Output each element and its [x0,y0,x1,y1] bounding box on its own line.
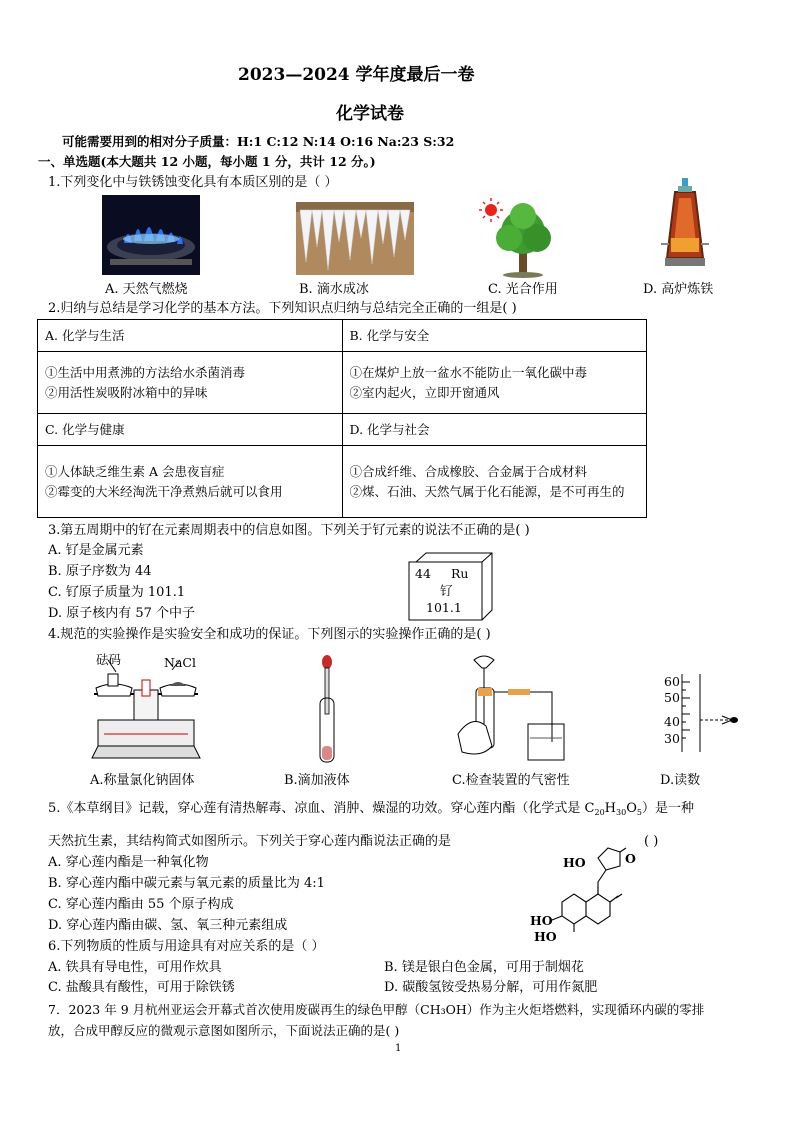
gas-flame-image [102,195,200,275]
question-1-stem: 1.下列变化中与铁锈蚀变化具有本质区别的是（ ） [48,175,338,190]
cell-head-a: A. 化学与生活 [38,320,343,352]
element-number: 44 [415,566,431,581]
cell-body-d: ①合成纤维、合成橡胶、合金属于合成材料 ②煤、石油、天然气属于化石能源，是不可再生的 [342,446,647,518]
struct-ho-top: HO [563,855,586,870]
exam-title: 2023—2024 学年度最后一卷 [238,65,475,85]
question-7-line2: 放，合成甲醇反应的微观示意图如图所示，下面说法正确的是( ) [48,1023,400,1038]
scale-30: 30 [664,731,680,746]
nacl-label: NaCl [164,655,196,670]
q3-option-c: C. 钌原子质量为 101.1 [48,585,186,600]
q4-option-b: B.滴加液体 [284,773,350,788]
struct-ho-bottom: HO [534,929,557,944]
q1-option-a: A. 天然气燃烧 [105,282,188,297]
struct-o: O [625,851,636,866]
q1-option-d: D. 高炉炼铁 [643,282,714,297]
cell-head-c: C. 化学与健康 [38,414,343,446]
question-5-stem-line1: 5.《本草纲目》记载，穿心莲有清热解毒、凉血、消肿、燥湿的功效。穿心莲内酯（化学式是 $C_{20}H_{30}O_5$）是一种 [48,801,694,817]
q6-option-d: D. 碳酸氢铵受热易分解，可用作氮肥 [384,980,598,995]
q5-answer-paren: ( ) [644,834,659,849]
question-4-stem: 4.规范的实验操作是实验安全和成功的保证。下列图示的实验操作正确的是( ) [48,627,491,642]
cell-head-d: D. 化学与社会 [342,414,647,446]
relative-masses: 可能需要用到的相对分子质量：H:1 C:12 N:14 O:16 Na:23 S:32 [62,134,455,149]
q4-option-a: A.称量氯化钠固体 [90,773,195,788]
q5-option-a: A. 穿心莲内酯是一种氧化物 [48,855,209,870]
photosynthesis-tree-image [477,196,565,278]
q6-option-b: B. 镁是银白色金属，可用于制烟花 [384,960,584,975]
icicles-image [296,202,414,275]
cell-body-a: ①生活中用煮沸的方法给水杀菌消毒 ②用活性炭吸附冰箱中的异味 [38,352,343,414]
q3-option-b: B. 原子序数为 44 [48,564,152,579]
scale-50: 50 [664,690,680,705]
question-7-line1: 7．2023 年 9 月杭州亚运会开幕式首次使用废碳再生的绿色甲醇（CH₃OH）作为主火炬塔燃料，实现循环内碳的零排 [48,1002,705,1017]
struct-ho-mid: HO [530,913,553,928]
question-5-stem-line2: 天然抗生素，其结构简式如图所示。下列关于穿心莲内酯说法正确的是 [48,834,452,849]
cell-body-c: ①人体缺乏维生素 A 会患夜盲症 ②霉变的大米经淘洗干净煮熟后就可以食用 [38,446,343,518]
q1-option-c: C. 光合作用 [488,282,558,297]
dropper-diagram [312,654,342,766]
q1-option-b: B. 滴水成冰 [299,282,369,297]
q5-option-d: D. 穿心莲内酯由碳、氢、氧三种元素组成 [48,918,288,933]
q6-option-c: C. 盐酸具有酸性，可用于除铁锈 [48,980,235,995]
question-3-stem: 3.第五周期中的钌在元素周期表中的信息如图。下列关于钌元素的说法不正确的是( ) [48,523,530,538]
weights-label: 砝码 [96,652,122,667]
element-mass: 101.1 [426,600,462,615]
scale-40: 40 [664,714,680,729]
airtightness-check-diagram [452,654,570,766]
question-2-stem: 2.归纳与总结是学习化学的基本方法。下列知识点归纳与总结完全正确的一组是( ) [48,301,517,316]
question-6-stem: 6.下列物质的性质与用途具有对应关系的是（ ） [48,939,325,954]
cell-body-b: ①在煤炉上放一盆水不能防止一氧化碳中毒 ②室内起火，立即开窗通风 [342,352,647,414]
q4-option-d: D.读数 [660,773,701,788]
q3-option-d: D. 原子核内有 57 个中子 [48,606,196,621]
q4-option-c: C.检查装置的气密性 [452,773,570,788]
scale-60: 60 [664,674,680,689]
q3-option-a: A. 钌是金属元素 [48,543,144,558]
cell-head-b: B. 化学与安全 [342,320,647,352]
element-name: 钌 [440,583,453,598]
element-symbol: Ru [451,566,469,581]
q6-option-a: A. 铁具有导电性，可用作炊具 [48,960,222,975]
page-number: 1 [395,1043,402,1054]
section-heading: 一、单选题(本大题共 12 小题，每小题 1 分，共计 12 分。) [38,154,376,169]
knowledge-table [37,319,647,518]
exam-subtitle: 化学试卷 [336,104,404,124]
q5-option-b: B. 穿心莲内酯中碳元素与氧元素的质量比为 4:1 [48,876,325,891]
q5-option-c: C. 穿心莲内酯由 55 个原子构成 [48,897,234,912]
blast-furnace-image [655,178,715,278]
